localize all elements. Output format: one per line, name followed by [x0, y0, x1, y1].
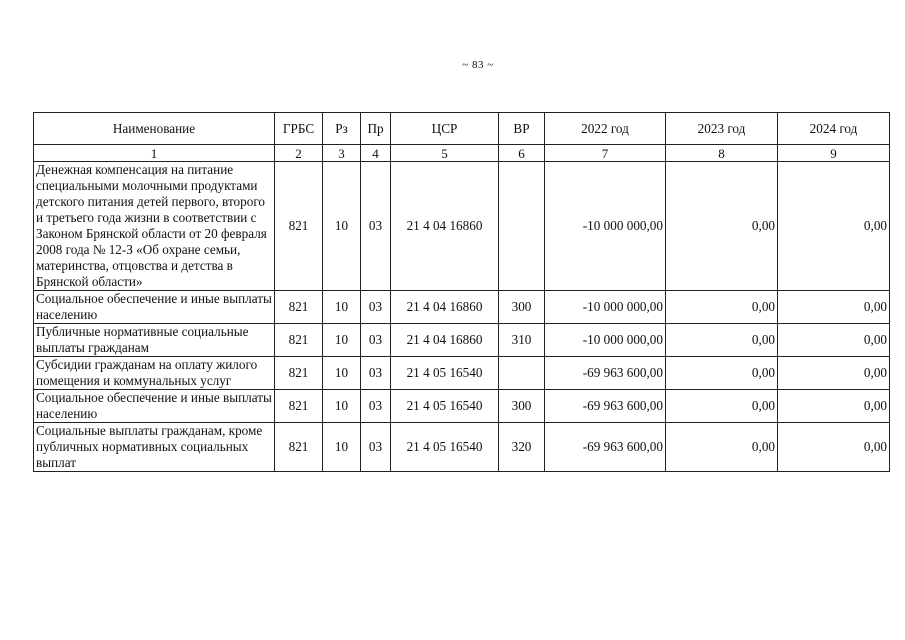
table-row: [34, 162, 890, 291]
table-row: [34, 390, 890, 423]
row-grbs: 821: [275, 291, 323, 324]
row-pr: 03: [361, 291, 391, 324]
row-grbs: 821: [275, 423, 323, 472]
column-number: 1: [34, 145, 275, 162]
column-number: 3: [323, 145, 361, 162]
header-2022: 2022 год: [545, 113, 666, 145]
row-pr: 03: [361, 390, 391, 423]
row-amount-2024: 0,00: [778, 324, 890, 357]
column-number: 9: [778, 145, 890, 162]
row-vr: 300: [499, 291, 545, 324]
row-vr: [499, 357, 545, 390]
header-grbs: ГРБС: [275, 113, 323, 145]
row-name: Субсидии гражданам на оплату жилого помещения и коммунальных услуг: [34, 357, 275, 390]
header-csr: ЦСР: [391, 113, 499, 145]
row-amount-2023: 0,00: [666, 162, 778, 291]
row-rz: 10: [323, 324, 361, 357]
row-amount-2024: 0,00: [778, 291, 890, 324]
row-vr: 300: [499, 390, 545, 423]
row-csr: 21 4 04 16860: [391, 324, 499, 357]
table-row: [34, 324, 890, 357]
row-rz: 10: [323, 162, 361, 291]
column-number-row: [34, 145, 890, 162]
row-rz: 10: [323, 291, 361, 324]
row-pr: 03: [361, 162, 391, 291]
row-vr: 310: [499, 324, 545, 357]
row-amount-2024: 0,00: [778, 162, 890, 291]
row-grbs: 821: [275, 390, 323, 423]
table-row: [34, 291, 890, 324]
row-grbs: 821: [275, 324, 323, 357]
column-number: 8: [666, 145, 778, 162]
header-row: [34, 113, 890, 145]
row-amount-2022: -69 963 600,00: [545, 390, 666, 423]
row-rz: 10: [323, 390, 361, 423]
row-name: Денежная компенсация на питание специальными молочными продуктами детского питания детей первого, второго и третьего года жизни в соответствии с Законом Брянской области от 20 февраля 2008 года № 12-З «Об охране семьи, материнства, отцовства и детства в Брянской области»: [34, 162, 275, 291]
row-rz: 10: [323, 423, 361, 472]
page-number: ~ 83 ~: [462, 59, 494, 71]
row-amount-2023: 0,00: [666, 324, 778, 357]
row-amount-2022: -10 000 000,00: [545, 162, 666, 291]
row-amount-2023: 0,00: [666, 423, 778, 472]
column-number: 4: [361, 145, 391, 162]
row-pr: 03: [361, 357, 391, 390]
table-row: [34, 423, 890, 472]
column-number: 6: [499, 145, 545, 162]
row-name: Публичные нормативные социальные выплаты гражданам: [34, 324, 275, 357]
row-name: Социальные выплаты гражданам, кроме публичных нормативных социальных выплат: [34, 423, 275, 472]
row-csr: 21 4 05 16540: [391, 423, 499, 472]
row-csr: 21 4 04 16860: [391, 162, 499, 291]
row-amount-2023: 0,00: [666, 390, 778, 423]
header-name: Наименование: [34, 113, 275, 145]
row-amount-2024: 0,00: [778, 423, 890, 472]
header-vr: ВР: [499, 113, 545, 145]
row-amount-2022: -10 000 000,00: [545, 291, 666, 324]
column-number: 5: [391, 145, 499, 162]
row-csr: 21 4 05 16540: [391, 390, 499, 423]
row-grbs: 821: [275, 162, 323, 291]
header-pr: Пр: [361, 113, 391, 145]
row-csr: 21 4 04 16860: [391, 291, 499, 324]
header-2023: 2023 год: [666, 113, 778, 145]
row-vr: 320: [499, 423, 545, 472]
row-amount-2023: 0,00: [666, 357, 778, 390]
table-row: [34, 357, 890, 390]
row-amount-2024: 0,00: [778, 390, 890, 423]
row-pr: 03: [361, 324, 391, 357]
header-2024: 2024 год: [778, 113, 890, 145]
header-rz: Рз: [323, 113, 361, 145]
row-amount-2022: -10 000 000,00: [545, 324, 666, 357]
row-amount-2024: 0,00: [778, 357, 890, 390]
row-name: Социальное обеспечение и иные выплаты населению: [34, 291, 275, 324]
row-pr: 03: [361, 423, 391, 472]
row-amount-2022: -69 963 600,00: [545, 357, 666, 390]
row-name: Социальное обеспечение и иные выплаты населению: [34, 390, 275, 423]
row-vr: [499, 162, 545, 291]
row-amount-2022: -69 963 600,00: [545, 423, 666, 472]
row-grbs: 821: [275, 357, 323, 390]
column-number: 7: [545, 145, 666, 162]
row-csr: 21 4 05 16540: [391, 357, 499, 390]
column-number: 2: [275, 145, 323, 162]
row-rz: 10: [323, 357, 361, 390]
row-amount-2023: 0,00: [666, 291, 778, 324]
budget-table: [33, 112, 890, 472]
